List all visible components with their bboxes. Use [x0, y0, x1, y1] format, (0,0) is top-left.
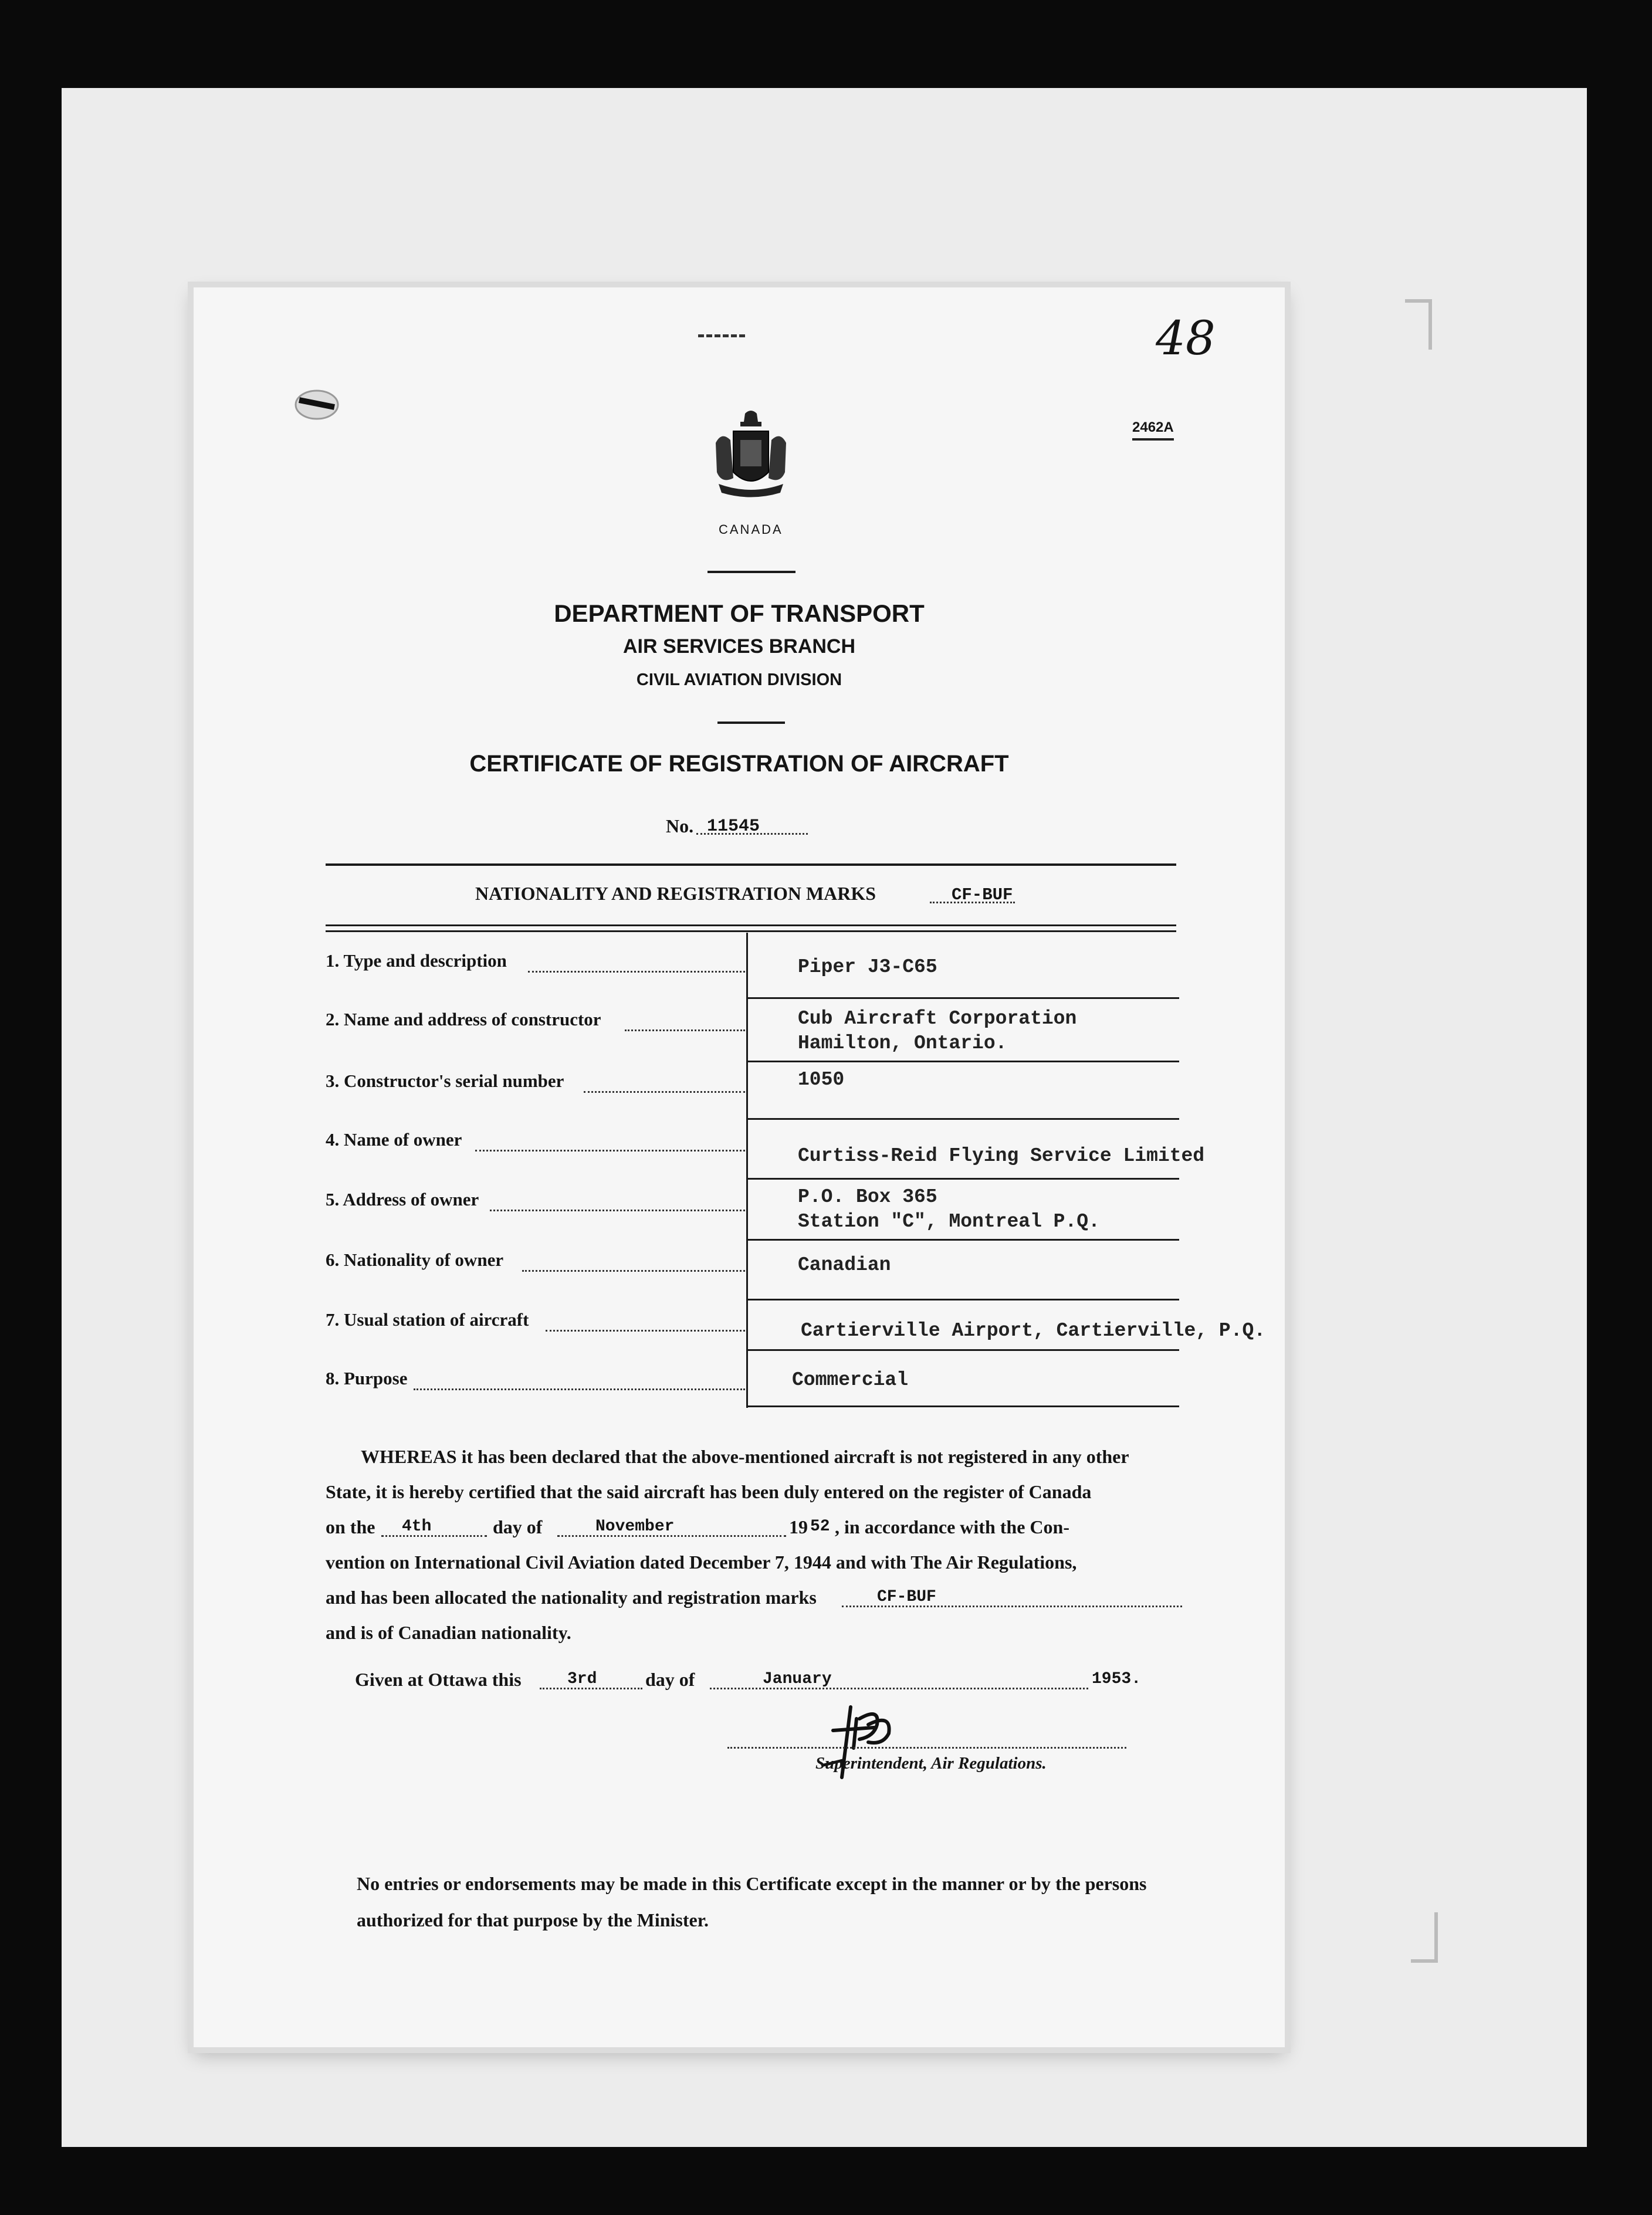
- double-rule-2: [326, 930, 1176, 932]
- field-dots: [625, 1029, 745, 1031]
- signature: [810, 1701, 927, 1789]
- rule-under-number: [326, 863, 1176, 866]
- field-label: 7. Usual station of aircraft: [326, 1309, 529, 1330]
- field-value: Canadian: [798, 1254, 891, 1276]
- footer-line-2: authorized for that purpose by the Minister.: [357, 1909, 709, 1930]
- certificate-title: CERTIFICATE OF REGISTRATION OF AIRCRAFT: [469, 751, 1009, 777]
- field-dots: [475, 1150, 745, 1151]
- crop-mark-top-right: [1405, 299, 1432, 350]
- given-at-line: [355, 1669, 1188, 1698]
- field-rule: [748, 1349, 1179, 1351]
- division-heading: CIVIL AVIATION DIVISION: [636, 670, 842, 689]
- nationality-label: NATIONALITY AND REGISTRATION MARKS: [475, 883, 876, 904]
- whereas-line-3-end: , in accordance with the Con-: [835, 1516, 1069, 1537]
- field-value: Commercial: [792, 1369, 909, 1391]
- field-value: P.O. Box 365: [798, 1186, 937, 1208]
- field-label: 2. Name and address of constructor: [326, 1009, 601, 1029]
- day-of-label: day of: [493, 1516, 543, 1537]
- department-heading: DEPARTMENT OF TRANSPORT: [554, 600, 925, 627]
- field-dots: [528, 971, 745, 973]
- field-rule: [748, 1061, 1179, 1062]
- field-value: Curtiss-Reid Flying Service Limited: [798, 1145, 1205, 1167]
- field-value: Cub Aircraft Corporation: [798, 1008, 1077, 1029]
- crop-mark-bottom-right: [1411, 1912, 1438, 1963]
- double-rule-1: [326, 924, 1176, 926]
- given-year: 1953.: [1092, 1670, 1142, 1688]
- on-the-label: on the: [326, 1516, 375, 1537]
- signature-line: [727, 1747, 1126, 1749]
- field-label: 5. Address of owner: [326, 1189, 479, 1210]
- day-value: 4th: [402, 1518, 432, 1536]
- field-dots: [522, 1270, 745, 1272]
- allocated-marks-value: CF-BUF: [877, 1588, 936, 1606]
- whereas-line-6: and is of Canadian nationality.: [326, 1622, 571, 1643]
- footer-line-1: No entries or endorsements may be made in this Certificate except in the manner or by the persons: [357, 1873, 1147, 1894]
- field-rule: [748, 1118, 1179, 1120]
- field-rule: [748, 997, 1179, 999]
- dash-mark: [698, 334, 745, 341]
- field-rule: [748, 1239, 1179, 1241]
- nationality-row: [475, 883, 1120, 912]
- country-label: CANADA: [719, 522, 783, 537]
- form-number: 2462A: [1132, 419, 1174, 441]
- field-value: Piper J3-C65: [798, 956, 937, 978]
- field-dots: [490, 1210, 745, 1211]
- branch-heading: AIR SERVICES BRANCH: [622, 635, 856, 658]
- field-label: 6. Nationality of owner: [326, 1249, 504, 1270]
- divider-top: [707, 571, 795, 573]
- field-rule: [748, 1178, 1179, 1180]
- page-number: 48: [1156, 311, 1216, 365]
- year-prefix: 19: [789, 1516, 808, 1537]
- certificate-number-row: [666, 815, 842, 845]
- field-label: 8. Purpose: [326, 1368, 408, 1388]
- certificate-number-value: 11545: [707, 817, 760, 836]
- table-column-divider: [746, 933, 748, 1408]
- coat-of-arms-icon: [710, 408, 792, 513]
- certificate-document: [194, 287, 1285, 2047]
- field-value: Cartierville Airport, Cartierville, P.Q.: [801, 1320, 1266, 1342]
- whereas-line-5: [326, 1587, 1182, 1616]
- whereas-line-4: vention on International Civil Aviation dated December 7, 1944 and with The Air Regulations,: [326, 1552, 1077, 1573]
- day-dots: [381, 1535, 487, 1537]
- year-value: 52: [810, 1518, 830, 1536]
- whereas-line-3: [326, 1516, 1182, 1546]
- clip-mark: [293, 387, 340, 422]
- field-label: 1. Type and description: [326, 950, 507, 971]
- field-rule: [748, 1299, 1179, 1300]
- whereas-line-2: State, it is hereby certified that the said aircraft has been duly entered on the register of Canada: [326, 1481, 1092, 1502]
- field-value-line2: Station "C", Montreal P.Q.: [798, 1211, 1100, 1232]
- field-label: 4. Name of owner: [326, 1129, 462, 1150]
- divider-middle: [717, 722, 785, 724]
- certificate-number-label: No.: [666, 815, 694, 836]
- given-day-of: day of: [645, 1669, 695, 1690]
- month-value: November: [595, 1518, 675, 1536]
- field-label: 3. Constructor's serial number: [326, 1071, 564, 1091]
- given-prefix: Given at Ottawa this: [355, 1669, 522, 1690]
- field-value-line2: Hamilton, Ontario.: [798, 1032, 1007, 1054]
- nationality-value: CF-BUF: [952, 885, 1013, 905]
- field-dots: [584, 1091, 745, 1093]
- whereas-line-1: WHEREAS it has been declared that the above-mentioned aircraft is not registered in any other: [361, 1446, 1129, 1467]
- given-month-value: January: [763, 1670, 832, 1688]
- allocated-marks-label: and has been allocated the nationality and registration marks: [326, 1587, 817, 1608]
- field-rule: [748, 1405, 1179, 1407]
- field-value: 1050: [798, 1069, 845, 1090]
- signatory-title: Superintendent, Air Regulations.: [815, 1754, 1047, 1773]
- field-dots: [414, 1388, 745, 1390]
- given-day-value: 3rd: [567, 1670, 597, 1688]
- field-dots: [546, 1330, 745, 1332]
